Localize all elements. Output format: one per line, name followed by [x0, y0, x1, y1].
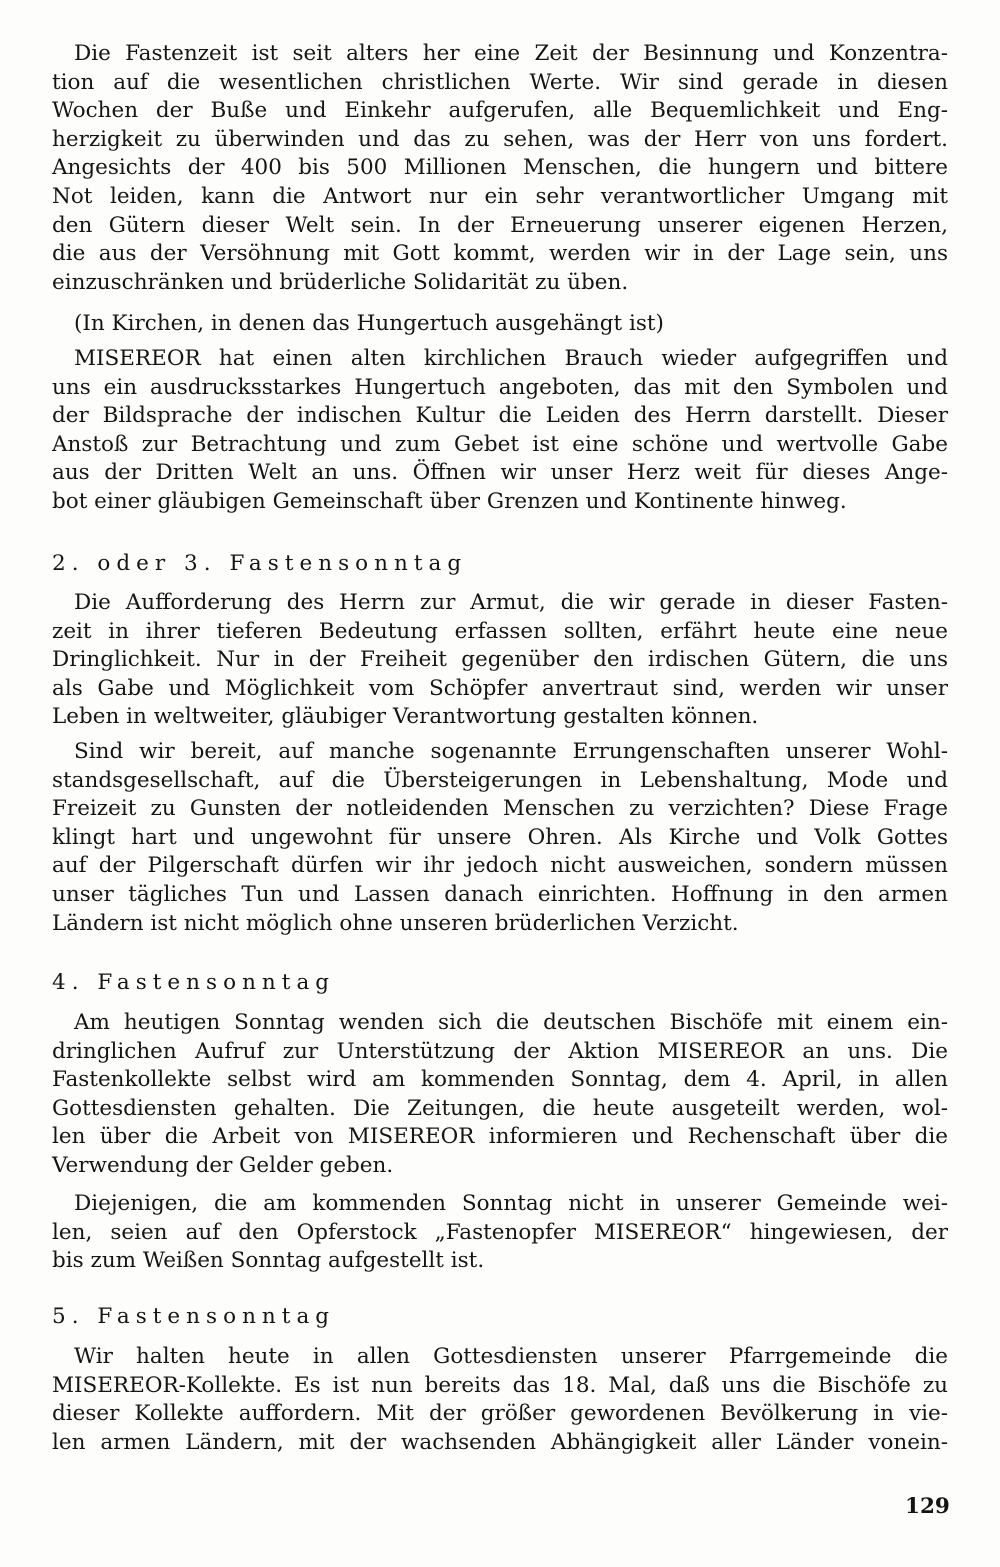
text-line: standsgesellschaft, auf die Übersteigerungen in Lebenshaltung, Mode und [52, 767, 948, 793]
text-line: tion auf die wesentlichen christlichen Werte. Wir sind gerade in diesen [52, 69, 948, 95]
text-line: bot einer gläubigen Gemeinschaft über Grenzen und Kontinente hinweg. [52, 488, 847, 514]
text-line: Sind wir bereit, auf manche sogenannte Errungenschaften unserer Wohl- [74, 739, 948, 764]
text-line: Dringlichkeit. Nur in der Freiheit gegenüber den irdischen Gütern, die uns [52, 647, 948, 673]
text-line: Anstoß zur Betrachtung und zum Gebet ist eine schöne und wertvolle Gabe [52, 431, 948, 457]
text-line: Wir halten heute in allen Gottesdiensten unserer Pfarrgemeinde die [74, 1344, 948, 1369]
hunger-cloth-note [52, 310, 948, 339]
section-heading-4-fastensonntag: 4. Fastensonntag [52, 970, 336, 995]
paragraph-5 [52, 1009, 948, 1181]
paragraph-2 [52, 345, 948, 517]
text-line: Am heutigen Sonntag wenden sich die deutschen Bischöfe mit einem ein- [74, 1010, 948, 1035]
text-line: MISEREOR hat einen alten kirchlichen Brauch wieder aufgegriffen und [74, 346, 948, 371]
text-line: Fastenkollekte selbst wird am kommenden Sonntag, dem 4. April, in allen [52, 1067, 948, 1093]
text-line: aus der Dritten Welt an uns. Öffnen wir unser Herz weit für dieses Ange- [52, 460, 948, 486]
text-line: Leben in weltweiter, gläubiger Verantwortung gestalten können. [52, 704, 759, 730]
text-line: dringlichen Aufruf zur Unterstützung der Aktion MISEREOR an uns. Die [52, 1038, 948, 1064]
text-line: Ländern ist nicht möglich ohne unseren brüderlichen Verzicht. [52, 910, 739, 936]
text-line: MISEREOR-Kollekte. Es ist nun bereits das 18. Mal, daß uns die Bischöfe zu [52, 1372, 948, 1398]
section-heading-2-3-fastensonntag: 2. oder 3. Fastensonntag [52, 551, 468, 576]
text-line: der Bildsprache der indischen Kultur die Leiden des Herrn darstellt. Dieser [52, 403, 948, 429]
text-line: Verwendung der Gelder geben. [52, 1152, 394, 1178]
text-line: Die Aufforderung des Herrn zur Armut, die wir gerade in dieser Fasten- [74, 590, 948, 615]
text-line: Diejenigen, die am kommenden Sonntag nicht in unserer Gemeinde wei- [74, 1191, 948, 1216]
text-line: len armen Ländern, mit der wachsenden Abhängigkeit aller Länder vonein- [52, 1429, 948, 1455]
text-line: Die Fastenzeit ist seit alters her eine Zeit der Besinnung und Konzentra- [74, 41, 948, 66]
text-line: len über die Arbeit von MISEREOR informieren und Rechenschaft über die [52, 1124, 948, 1150]
text-line: auf der Pilgerschaft dürfen wir ihr jedoch nicht ausweichen, sondern müssen [52, 853, 948, 879]
paragraph-4 [52, 738, 948, 938]
text-line: Gottesdiensten gehalten. Die Zeitungen, die heute ausgeteilt werden, wol- [52, 1095, 948, 1121]
text-line: herzigkeit zu überwinden und das zu sehen, was der Herr von uns fordert. [52, 126, 948, 152]
text-line: die aus der Versöhnung mit Gott kommt, werden wir in der Lage sein, uns [52, 241, 948, 267]
paragraph-3 [52, 589, 948, 732]
text-line: bis zum Weißen Sonntag aufgestellt ist. [52, 1248, 485, 1274]
text-line: dieser Kollekte auffordern. Mit der größer gewordenen Bevölkerung in vie- [52, 1401, 948, 1427]
note-line: (In Kirchen, in denen das Hungertuch ausgehängt ist) [74, 311, 664, 336]
text-line: klingt hart und ungewohnt für unsere Ohren. Als Kirche und Volk Gottes [52, 824, 948, 850]
text-line: Freizeit zu Gunsten der notleidenden Menschen zu verzichten? Diese Frage [52, 796, 948, 822]
text-line: Wochen der Buße und Einkehr aufgerufen, alle Bequemlichkeit und Eng- [52, 98, 948, 124]
text-line: len, seien auf den Opferstock „Fastenopfer MISEREOR“ hingewiesen, der [52, 1219, 948, 1245]
paragraph-7 [52, 1343, 948, 1457]
text-line: Not leiden, kann die Antwort nur ein sehr verantwortlicher Umgang mit [52, 183, 948, 209]
text-line: als Gabe und Möglichkeit vom Schöpfer anvertraut sind, werden wir unser [52, 675, 948, 701]
text-line: zeit in ihrer tieferen Bedeutung erfassen sollten, erfährt heute eine neue [52, 618, 948, 644]
paragraph-1 [52, 40, 948, 297]
text-line: einzuschränken und brüderliche Solidarität zu üben. [52, 269, 629, 295]
text-line: uns ein ausdrucksstarkes Hungertuch angeboten, das mit den Symbolen und [52, 374, 948, 400]
text-line: Angesichts der 400 bis 500 Millionen Menschen, die hungern und bittere [52, 155, 948, 181]
paragraph-6 [52, 1190, 948, 1276]
text-line: den Gütern dieser Welt sein. In der Erneuerung unserer eigenen Herzen, [52, 212, 948, 238]
text-line: unser tägliches Tun und Lassen danach einrichten. Hoffnung in den armen [52, 881, 948, 907]
page-number: 129 [905, 1494, 950, 1519]
section-heading-5-fastensonntag: 5. Fastensonntag [52, 1304, 336, 1329]
